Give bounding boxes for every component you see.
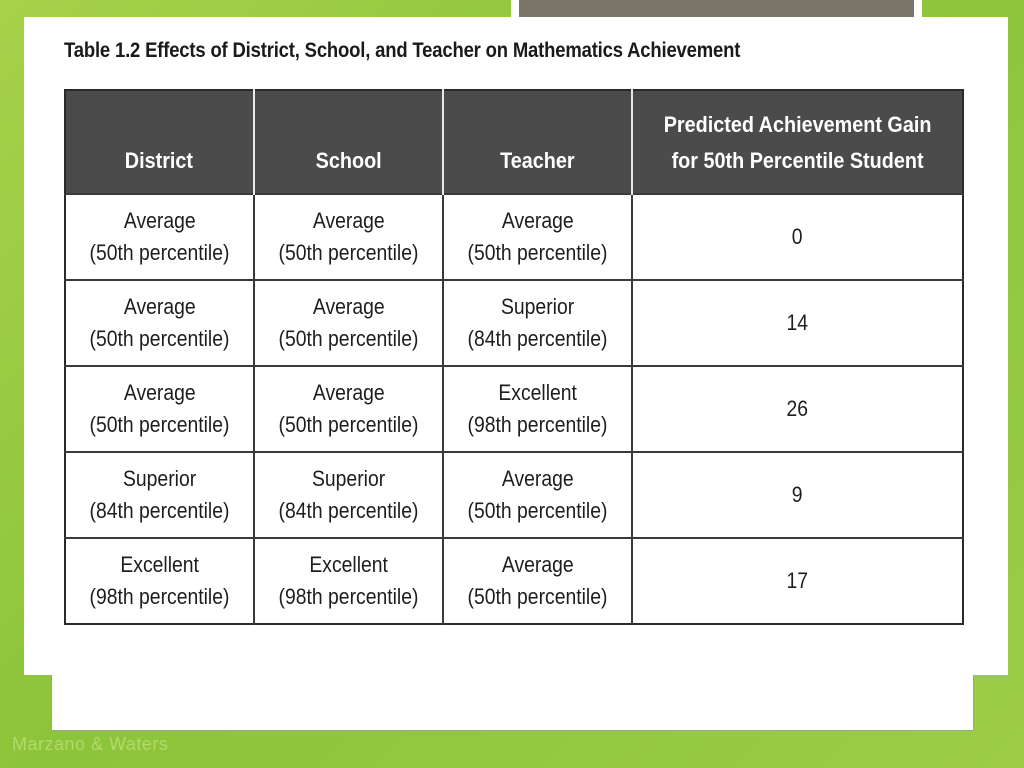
cell-school: Average (50th percentile) [254, 280, 444, 366]
cell-gain: 14 [632, 280, 963, 366]
header-teacher: Teacher [443, 90, 632, 194]
cell-teacher: Excellent (98th percentile) [443, 366, 632, 452]
cell-district: Average (50th percentile) [65, 280, 254, 366]
cell-school: Average (50th percentile) [254, 194, 444, 280]
slide-content-area [51, 672, 974, 731]
achievement-table [64, 89, 964, 625]
table-header-row [65, 90, 963, 194]
table-title: Table 1.2 Effects of District, School, and Teacher on Mathematics Achievement [64, 39, 741, 62]
table-row [65, 452, 963, 538]
table-row [65, 538, 963, 624]
table-row [65, 194, 963, 280]
source-credit: Marzano & Waters [12, 734, 169, 754]
slide-top-bar-accent [519, 0, 914, 18]
cell-gain: 26 [632, 366, 963, 452]
table-row [65, 366, 963, 452]
cell-gain: 0 [632, 194, 963, 280]
cell-school: Average (50th percentile) [254, 366, 444, 452]
cell-school: Superior (84th percentile) [254, 452, 444, 538]
cell-district: Excellent (98th percentile) [65, 538, 254, 624]
table-image [24, 17, 1008, 675]
cell-district: Average (50th percentile) [65, 194, 254, 280]
header-predicted-gain: Predicted Achievement Gain for 50th Percentile Student [632, 90, 963, 194]
cell-district: Average (50th percentile) [65, 366, 254, 452]
cell-teacher: Average (50th percentile) [443, 538, 632, 624]
cell-gain: 17 [632, 538, 963, 624]
cell-teacher: Superior (84th percentile) [443, 280, 632, 366]
table-row [65, 280, 963, 366]
cell-teacher: Average (50th percentile) [443, 194, 632, 280]
header-district: District [65, 90, 254, 194]
header-school: School [254, 90, 444, 194]
cell-school: Excellent (98th percentile) [254, 538, 444, 624]
cell-gain: 9 [632, 452, 963, 538]
slide-top-bar [511, 0, 922, 18]
cell-teacher: Average (50th percentile) [443, 452, 632, 538]
cell-district: Superior (84th percentile) [65, 452, 254, 538]
